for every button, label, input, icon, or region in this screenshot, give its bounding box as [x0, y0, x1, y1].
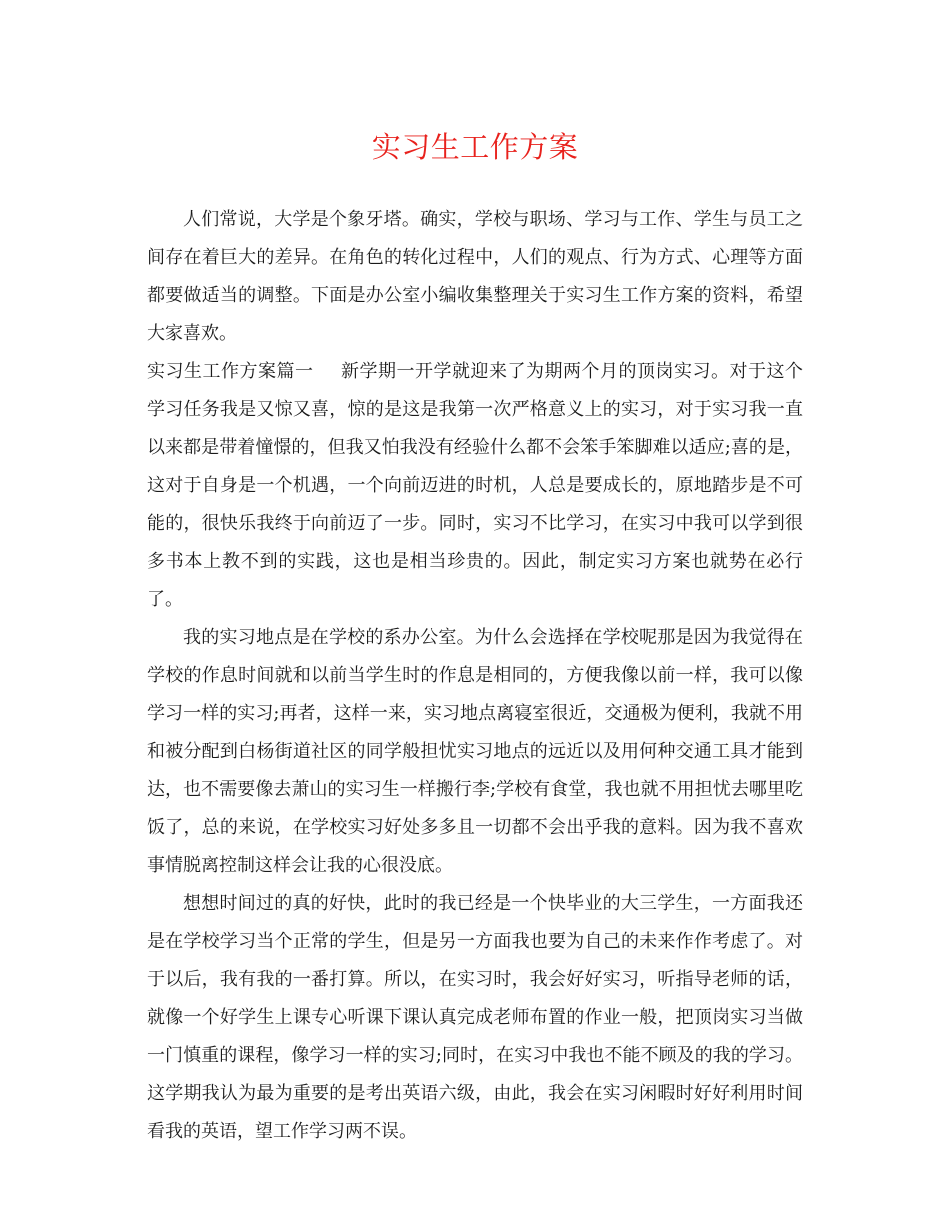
intro-paragraph: 人们常说，大学是个象牙塔。确实，学校与职场、学习与工作、学生与员工之间存在着巨大的差异。在角色的转化过程中，人们的观点、行为方式、心理等方面都要做适当的调整。下面是办公室小编收集整理关于实习生工作方案的资料，希望大家喜欢。 — [147, 209, 803, 344]
section-one-paragraph — [147, 353, 803, 619]
section-heading: 实习生工作方案篇一 — [147, 361, 314, 382]
section-first-paragraph: 新学期一开学就迎来了为期两个月的顶岗实习。对于这个学习任务我是又惊又喜，惊的是这是我第一次严格意义上的实习，对于实习我一直以来都是带着憧憬的，但我又怕我没有经验什么都不会笨手笨脚难以适应;喜的是，这对于自身是一个机遇，一个向前迈进的时机，人总是要成长的，原地踏步是不可能的，很快乐我终于向前迈了一步。同时，实习不比学习，在实习中我可以学到很多书本上教不到的实践，这也是相当珍贵的。因此，制定实习方案也就势在必行了。 — [147, 361, 803, 610]
plan-paragraph: 想想时间过的真的好快，此时的我已经是一个快毕业的大三学生，一方面我还是在学校学习当个正常的学生，但是另一方面我也要为自己的未来作作考虑了。对于以后，我有我的一番打算。所以，在实习时，我会好好实习，听指导老师的话，就像一个好学生上课专心听课下课认真完成老师布置的作业一般，把顶岗实习当做一门慎重的课程，像学习一样的实习;同时，在实习中我也不能不顾及的我的学习。这学期我认为最为重要的是考出英语六级，由此，我会在实习闲暇时好好利用时间看我的英语，望工作学习两不误。 — [147, 893, 803, 1142]
document-body — [147, 201, 803, 1151]
document-title: 实习生工作方案 — [371, 130, 579, 164]
location-paragraph: 我的实习地点是在学校的系办公室。为什么会选择在学校呢那是因为我觉得在学校的作息时间就和以前当学生时的作息是相同的，方便我像以前一样，我可以像学习一样的实习;再者，这样一来，实习地点离寝室很近，交通极为便利，我就不用和被分配到白杨街道社区的同学般担忧实习地点的远近以及用何种交通工具才能到达，也不需要像去萧山的实习生一样搬行李;学校有食堂，我也就不用担忧去哪里吃饭了，总的来说，在学校实习好处多多且一切都不会出乎我的意料。因为我不喜欢事情脱离控制这样会让我的心很没底。 — [147, 627, 803, 876]
